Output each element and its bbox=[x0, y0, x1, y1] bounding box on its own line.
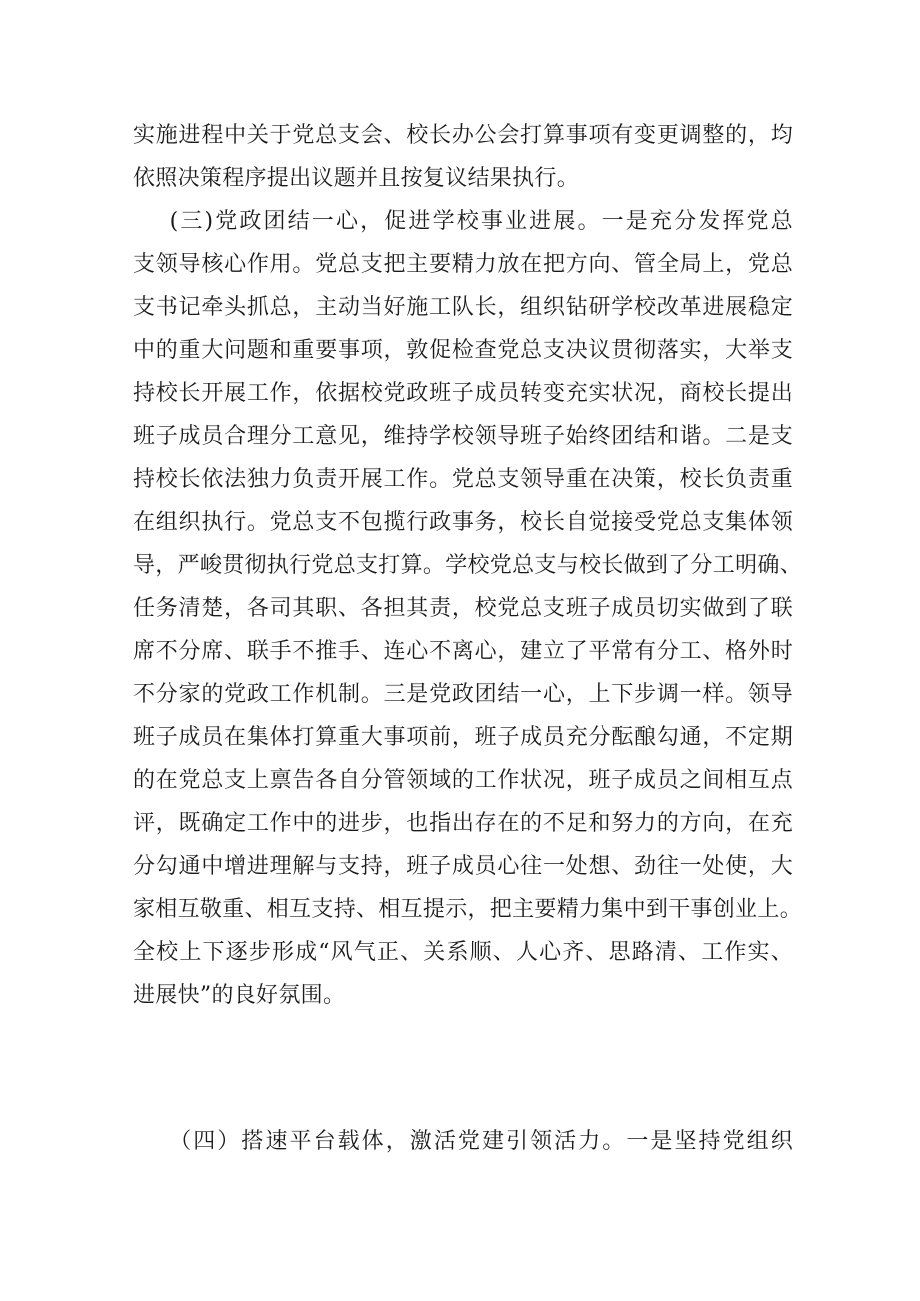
text-line: 进展快”的良好氛围。 bbox=[133, 983, 346, 1008]
text-line: 持校长依法独力负责开展工作。党总支领导重在决策，校长负责重 bbox=[133, 467, 793, 492]
text-line: 持校长开展工作，依据校党政班子成员转变充实状况，商校长提出 bbox=[133, 381, 793, 406]
text-line: 支领导核心作用。党总支把主要精力放在把方向、管全局上，党总 bbox=[133, 252, 793, 277]
text-line: 实施进程中关于党总支会、校长办公会打算事项有变更调整的，均 bbox=[133, 123, 793, 148]
text-line: 评，既确定工作中的进步，也指出存在的不足和努力的方向，在充 bbox=[133, 811, 793, 836]
text-line: 中的重大问题和重要事项，敦促检查党总支决议贯彻落实，大举支 bbox=[133, 338, 793, 363]
text-line: 导，严峻贯彻执行党总支打算。学校党总支与校长做到了分工明确、 bbox=[133, 553, 803, 578]
body-text bbox=[133, 114, 803, 1017]
text-line: 班子成员在集体打算重大事项前，班子成员充分酝酿勾通，不定期 bbox=[133, 725, 793, 750]
section-four-start bbox=[133, 1120, 793, 1163]
text-line: 分勾通中增进理解与支持，班子成员心往一处想、劲往一处使，大 bbox=[133, 854, 793, 879]
text-line: 家相互敬重、相互支持、相互提示，把主要精力集中到干事创业上。 bbox=[133, 897, 803, 922]
text-line: 全校上下逐步形成“风气正、关系顺、人心齐、思路清、工作实、 bbox=[133, 940, 793, 965]
text-line: 支书记牵头抓总，主动当好施工队长，组织钻研学校改革进展稳定 bbox=[133, 295, 793, 320]
section-four-heading-line: （四）搭速平台载体，激活党建引领活力。一是坚持党组织 bbox=[133, 1129, 793, 1154]
text-line: 任务清楚，各司其职、各担其责，校党总支班子成员切实做到了联 bbox=[133, 596, 793, 621]
text-line: 班子成员合理分工意见，维持学校领导班子始终团结和谐。二是支 bbox=[133, 424, 793, 449]
text-line: 不分家的党政工作机制。三是党政团结一心，上下步调一样。领导 bbox=[133, 682, 793, 707]
text-line: 席不分席、联手不推手、连心不离心，建立了平常有分工、格外时 bbox=[133, 639, 793, 664]
text-line: 依照决策程序提出议题并且按复议结果执行。 bbox=[133, 166, 580, 191]
text-line: 的在党总支上禀告各自分管领域的工作状况，班子成员之间相互点 bbox=[133, 768, 793, 793]
text-line: 在组织执行。党总支不包揽行政事务，校长自觉接受党总支集体领 bbox=[133, 510, 793, 535]
section-three-heading-line: (三)党政团结一心，促进学校事业进展。一是充分发挥党总 bbox=[133, 209, 793, 234]
